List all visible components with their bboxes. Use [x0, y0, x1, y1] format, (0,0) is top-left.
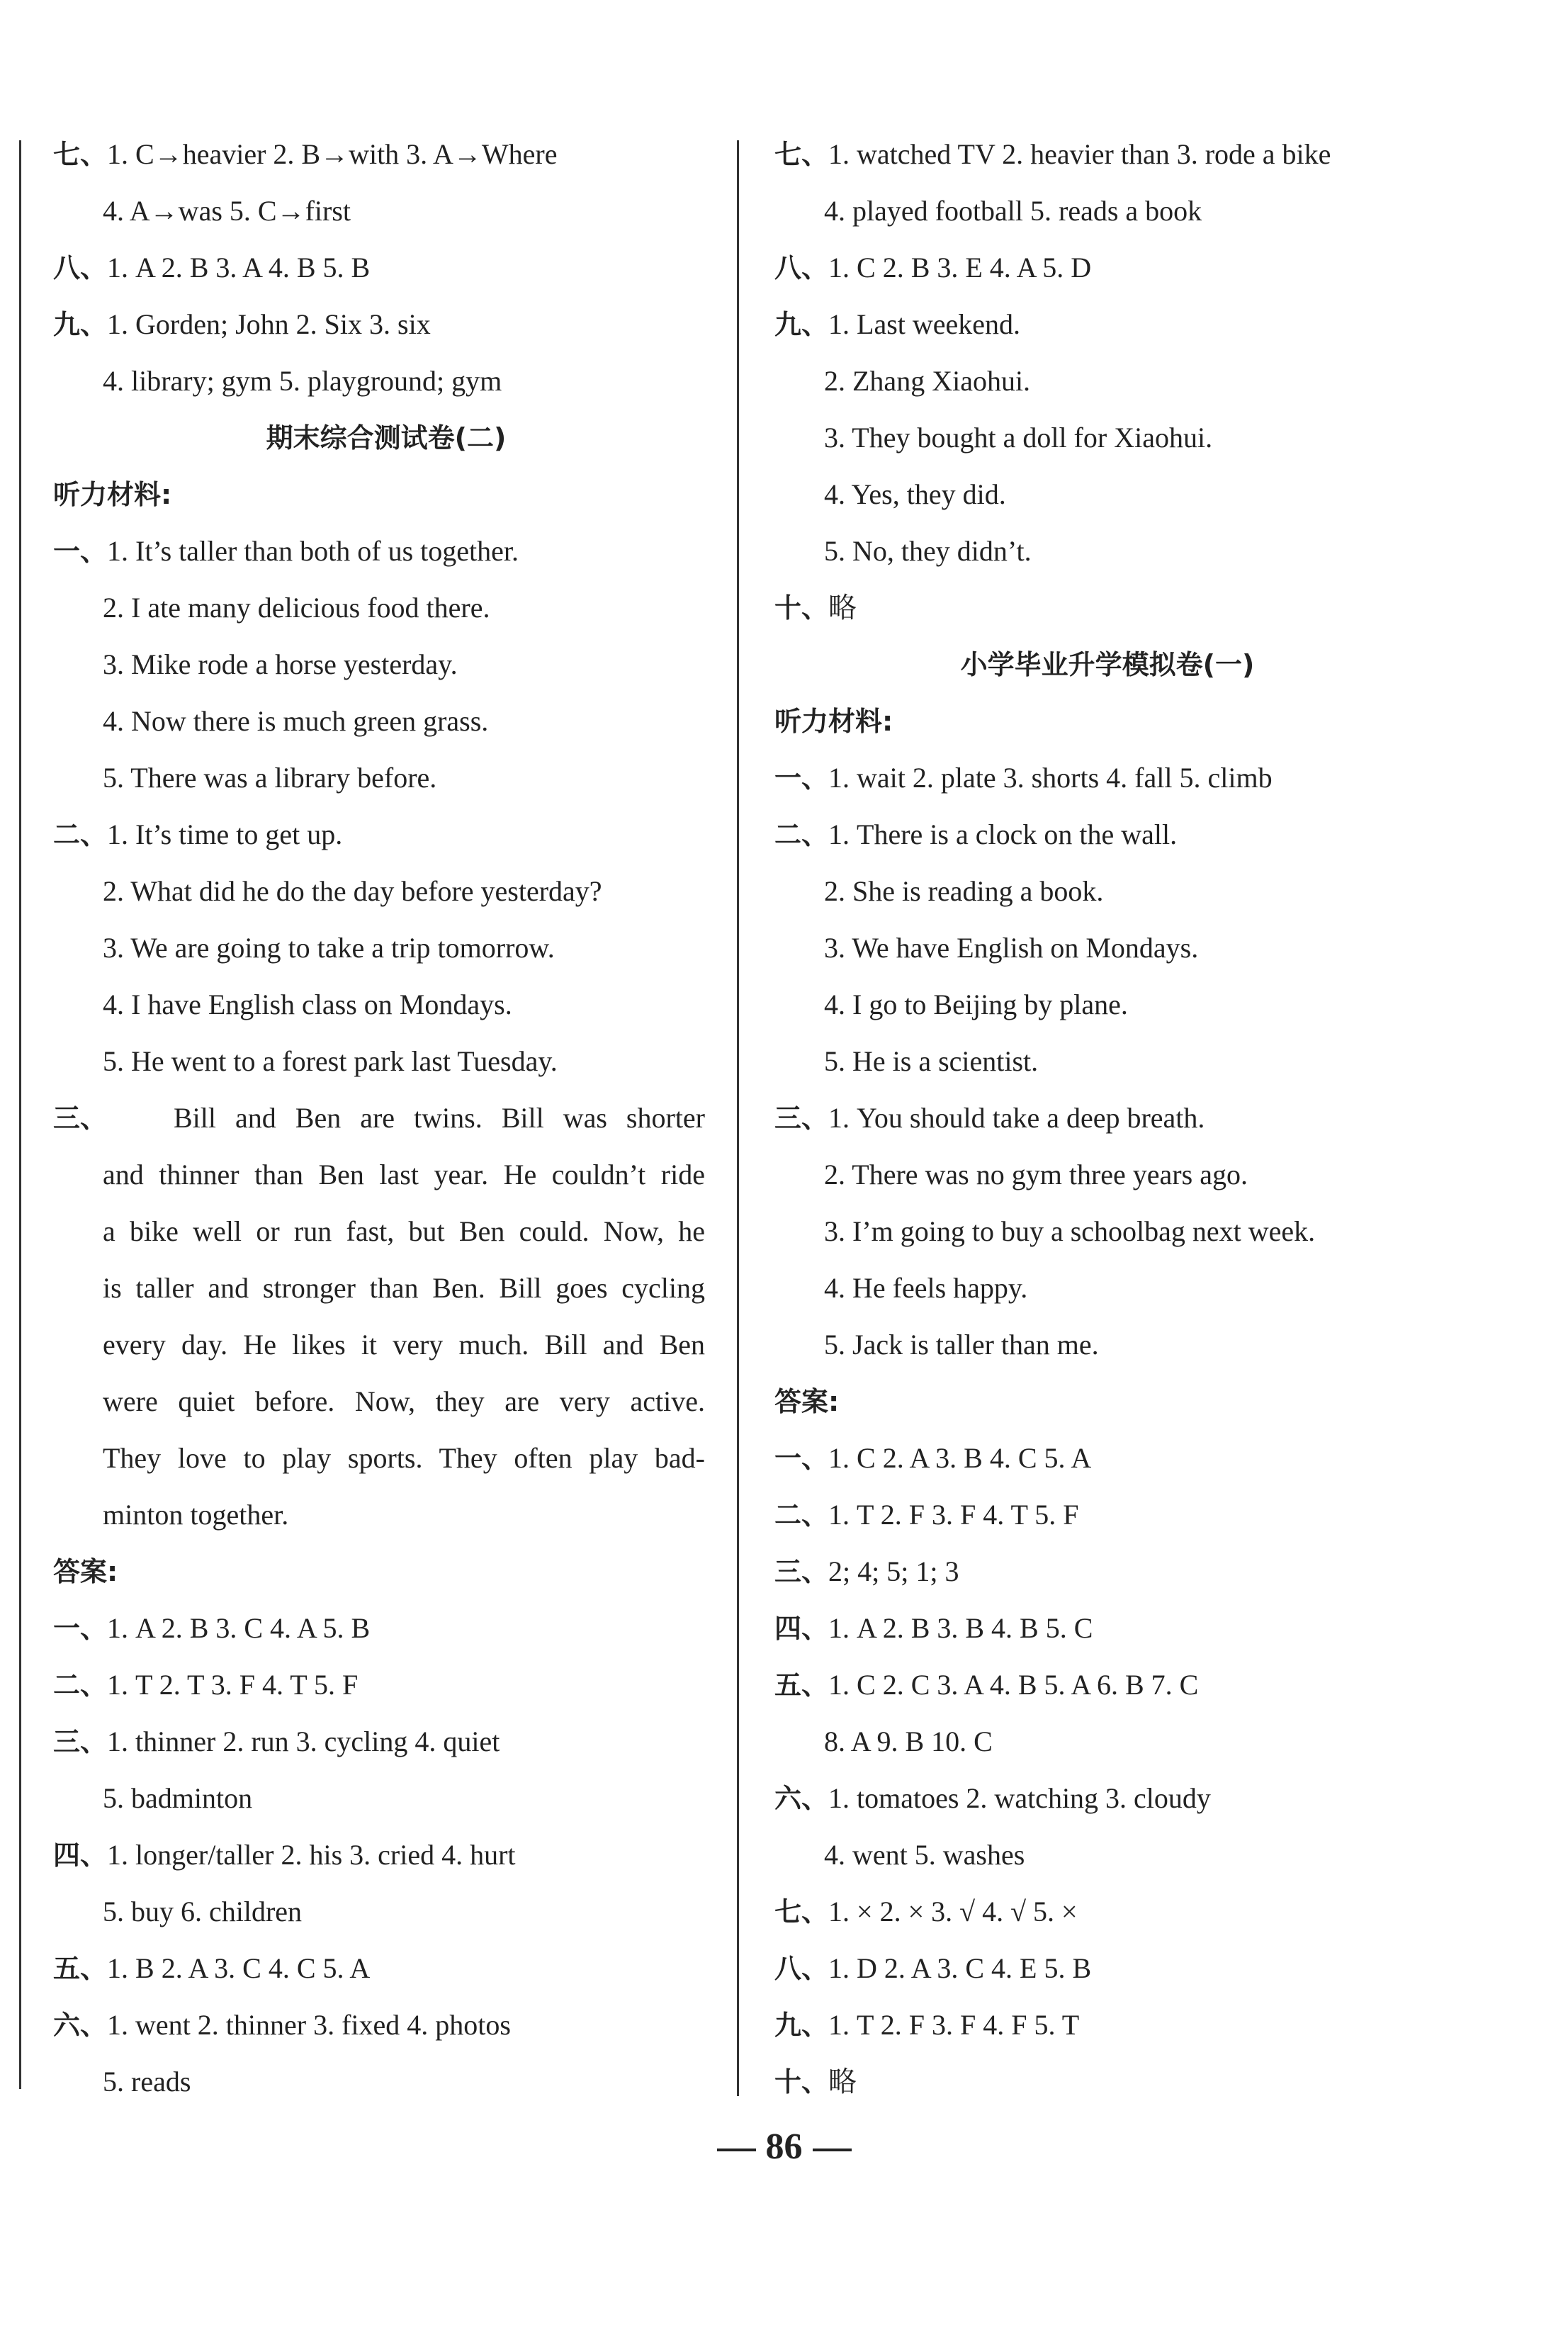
answer-line [53, 523, 719, 580]
answer-continuation: 2. She is reading a book. [824, 875, 1104, 907]
answer-line [774, 1997, 1440, 2054]
passage-text: Bill and Ben are twins. Bill was shorter [174, 1102, 705, 1134]
question-number: 九、 [774, 309, 829, 340]
answer-text: 1. A 2. B 3. C 4. A 5. B [107, 1612, 371, 1644]
answer-continuation: 4. A→was 5. C→first [103, 195, 351, 227]
answer-line [53, 806, 719, 863]
answer-line [774, 1543, 1440, 1600]
answer-continuation: 5. He is a scientist. [824, 1045, 1039, 1077]
answer-line [53, 1657, 719, 1713]
answer-line [53, 240, 719, 296]
section-label: 听力材料: [774, 706, 893, 737]
section-heading: 期末综合测试卷(二) [266, 422, 507, 454]
page-number-dash-right [813, 2149, 852, 2151]
question-number: 一、 [53, 536, 108, 567]
answer-text: 略 [828, 2066, 857, 2097]
left-column [53, 126, 719, 2110]
answer-continuation: 4. I go to Beijing by plane. [824, 989, 1128, 1020]
answer-text: 1. Gorden; John 2. Six 3. six [107, 308, 431, 340]
passage-line: every day. He likes it very much. Bill and Ben [103, 1329, 705, 1361]
answer-text: 1. tomatoes 2. watching 3. cloudy [828, 1782, 1211, 1814]
question-number: 二、 [774, 819, 829, 850]
answer-continuation: 5. There was a library before. [103, 762, 437, 794]
question-number: 七、 [774, 139, 829, 170]
answer-text: 1. It’s time to get up. [107, 818, 343, 850]
section-heading: 小学毕业升学模拟卷(一) [960, 649, 1255, 680]
answer-line [774, 1657, 1440, 1713]
answer-continuation: 3. They bought a doll for Xiaohui. [824, 422, 1213, 454]
answer-line [774, 580, 1440, 636]
question-number: 三、 [774, 1103, 829, 1134]
answer-text: 略 [828, 592, 857, 624]
left-margin-rule [19, 140, 21, 2089]
answer-line [774, 2054, 1440, 2110]
answer-continuation: 4. library; gym 5. playground; gym [103, 365, 502, 397]
answer-text: 1. T 2. T 3. F 4. T 5. F [107, 1669, 359, 1701]
answer-text: 1. wait 2. plate 3. shorts 4. fall 5. climb [828, 762, 1273, 794]
passage-line: They love to play sports. They often play bad- [103, 1442, 705, 1474]
answer-text: 1. longer/taller 2. his 3. cried 4. hurt [107, 1839, 516, 1871]
question-number: 六、 [774, 1783, 829, 1814]
answer-continuation: 5. He went to a forest park last Tuesday. [103, 1045, 558, 1077]
answer-line [774, 126, 1440, 183]
answer-continuation: 2. Zhang Xiaohui. [824, 365, 1031, 397]
answer-line [53, 1827, 719, 1883]
answer-text: 1. It’s taller than both of us together. [107, 535, 519, 567]
question-number: 一、 [774, 762, 829, 794]
answer-continuation: 8. A 9. B 10. C [824, 1725, 993, 1757]
answer-text: 1. C 2. B 3. E 4. A 5. D [828, 252, 1092, 283]
answer-line [53, 126, 719, 183]
answer-line [774, 296, 1440, 353]
question-number: 十、 [774, 2066, 829, 2097]
question-number: 八、 [53, 252, 108, 283]
answer-continuation: 2. I ate many delicious food there. [103, 592, 490, 624]
answer-line [774, 750, 1440, 806]
answer-text: 1. A 2. B 3. A 4. B 5. B [107, 252, 371, 283]
question-number: 二、 [774, 1499, 829, 1531]
answer-text: 1. went 2. thinner 3. fixed 4. photos [107, 2009, 511, 2041]
answer-text: 1. watched TV 2. heavier than 3. rode a bike [828, 138, 1331, 170]
column-divider [737, 140, 739, 2096]
answer-continuation: 5. reads [103, 2066, 191, 2097]
question-number: 七、 [774, 1896, 829, 1927]
passage-line: minton together. [103, 1499, 289, 1531]
answer-line [774, 1883, 1440, 1940]
answer-continuation: 3. I’m going to buy a schoolbag next week. [824, 1215, 1316, 1247]
answer-line [774, 1090, 1440, 1147]
answer-continuation: 5. No, they didn’t. [824, 535, 1032, 567]
answer-text: 1. C 2. C 3. A 4. B 5. A 6. B 7. C [828, 1669, 1199, 1701]
question-number: 九、 [774, 2010, 829, 2041]
answer-text: 1. D 2. A 3. C 4. E 5. B [828, 1952, 1092, 1984]
answer-line [774, 1600, 1440, 1657]
answer-continuation: 4. I have English class on Mondays. [103, 989, 512, 1020]
answer-line [774, 1430, 1440, 1487]
answer-continuation: 4. Yes, they did. [824, 478, 1006, 510]
answer-continuation: 2. What did he do the day before yesterday? [103, 875, 602, 907]
passage-line: and thinner than Ben last year. He couldn’t ride [103, 1159, 705, 1190]
answer-continuation: 4. played football 5. reads a book [824, 195, 1202, 227]
answer-line [53, 1713, 719, 1770]
question-number: 五、 [53, 1953, 108, 1984]
answer-line [53, 1940, 719, 1997]
page-number-value: 86 [765, 2127, 803, 2167]
question-number: 十、 [774, 592, 829, 624]
answer-text: 1. C 2. A 3. B 4. C 5. A [828, 1442, 1092, 1474]
answer-line [774, 806, 1440, 863]
answer-continuation: 3. Mike rode a horse yesterday. [103, 648, 458, 680]
answer-line [774, 1487, 1440, 1543]
question-number: 九、 [53, 309, 108, 340]
answer-text: 1. B 2. A 3. C 4. C 5. A [107, 1952, 371, 1984]
question-number: 三、 [53, 1726, 108, 1757]
answer-continuation: 4. went 5. washes [824, 1839, 1025, 1871]
answer-text: 1. × 2. × 3. √ 4. √ 5. × [828, 1896, 1078, 1927]
question-number: 六、 [53, 2010, 108, 2041]
answer-continuation: 5. badminton [103, 1782, 253, 1814]
page-number-dash-left [717, 2149, 756, 2151]
answer-text: 1. C→heavier 2. B→with 3. A→Where [107, 138, 558, 170]
right-column [774, 126, 1440, 2110]
question-number: 三、 [53, 1103, 108, 1134]
answer-line [53, 1997, 719, 2054]
answer-text: 1. There is a clock on the wall. [828, 818, 1178, 850]
answer-text: 1. thinner 2. run 3. cycling 4. quiet [107, 1725, 500, 1757]
answer-continuation: 4. He feels happy. [824, 1272, 1028, 1304]
answer-text: 2; 4; 5; 1; 3 [828, 1555, 959, 1587]
answer-text: 1. A 2. B 3. B 4. B 5. C [828, 1612, 1093, 1644]
answer-continuation: 2. There was no gym three years ago. [824, 1159, 1248, 1190]
answer-line [774, 1940, 1440, 1997]
answer-line [53, 296, 719, 353]
answer-text: 1. Last weekend. [828, 308, 1021, 340]
answer-text: 1. You should take a deep breath. [828, 1102, 1205, 1134]
section-label: 答案: [774, 1386, 840, 1417]
question-number: 五、 [774, 1669, 829, 1701]
passage-line: a bike well or run fast, but Ben could. Now, he [103, 1215, 705, 1247]
question-number: 四、 [53, 1840, 108, 1871]
question-number: 七、 [53, 139, 108, 170]
answer-line [53, 1600, 719, 1657]
answer-line [774, 1770, 1440, 1827]
question-number: 一、 [774, 1443, 829, 1474]
answer-continuation: 5. buy 6. children [103, 1896, 303, 1927]
passage-line: is taller and stronger than Ben. Bill goes cycling [103, 1272, 705, 1304]
section-label: 听力材料: [53, 479, 172, 510]
answer-text: 1. T 2. F 3. F 4. T 5. F [828, 1499, 1079, 1531]
question-number: 一、 [53, 1613, 108, 1644]
question-number: 三、 [774, 1556, 829, 1587]
section-label: 答案: [53, 1556, 118, 1587]
question-number: 二、 [53, 819, 108, 850]
question-number: 八、 [774, 252, 829, 283]
answer-line [774, 240, 1440, 296]
answer-continuation: 3. We have English on Mondays. [824, 932, 1199, 964]
answer-continuation: 4. Now there is much green grass. [103, 705, 489, 737]
question-number: 四、 [774, 1613, 829, 1644]
question-number: 八、 [774, 1953, 829, 1984]
page-number [0, 2126, 1568, 2168]
answer-text: 1. T 2. F 3. F 4. F 5. T [828, 2009, 1080, 2041]
passage-line: were quiet before. Now, they are very active. [103, 1385, 705, 1417]
answer-continuation: 3. We are going to take a trip tomorrow. [103, 932, 555, 964]
question-number: 二、 [53, 1669, 108, 1701]
answer-continuation: 5. Jack is taller than me. [824, 1329, 1099, 1361]
passage-first-line [53, 1090, 719, 1147]
